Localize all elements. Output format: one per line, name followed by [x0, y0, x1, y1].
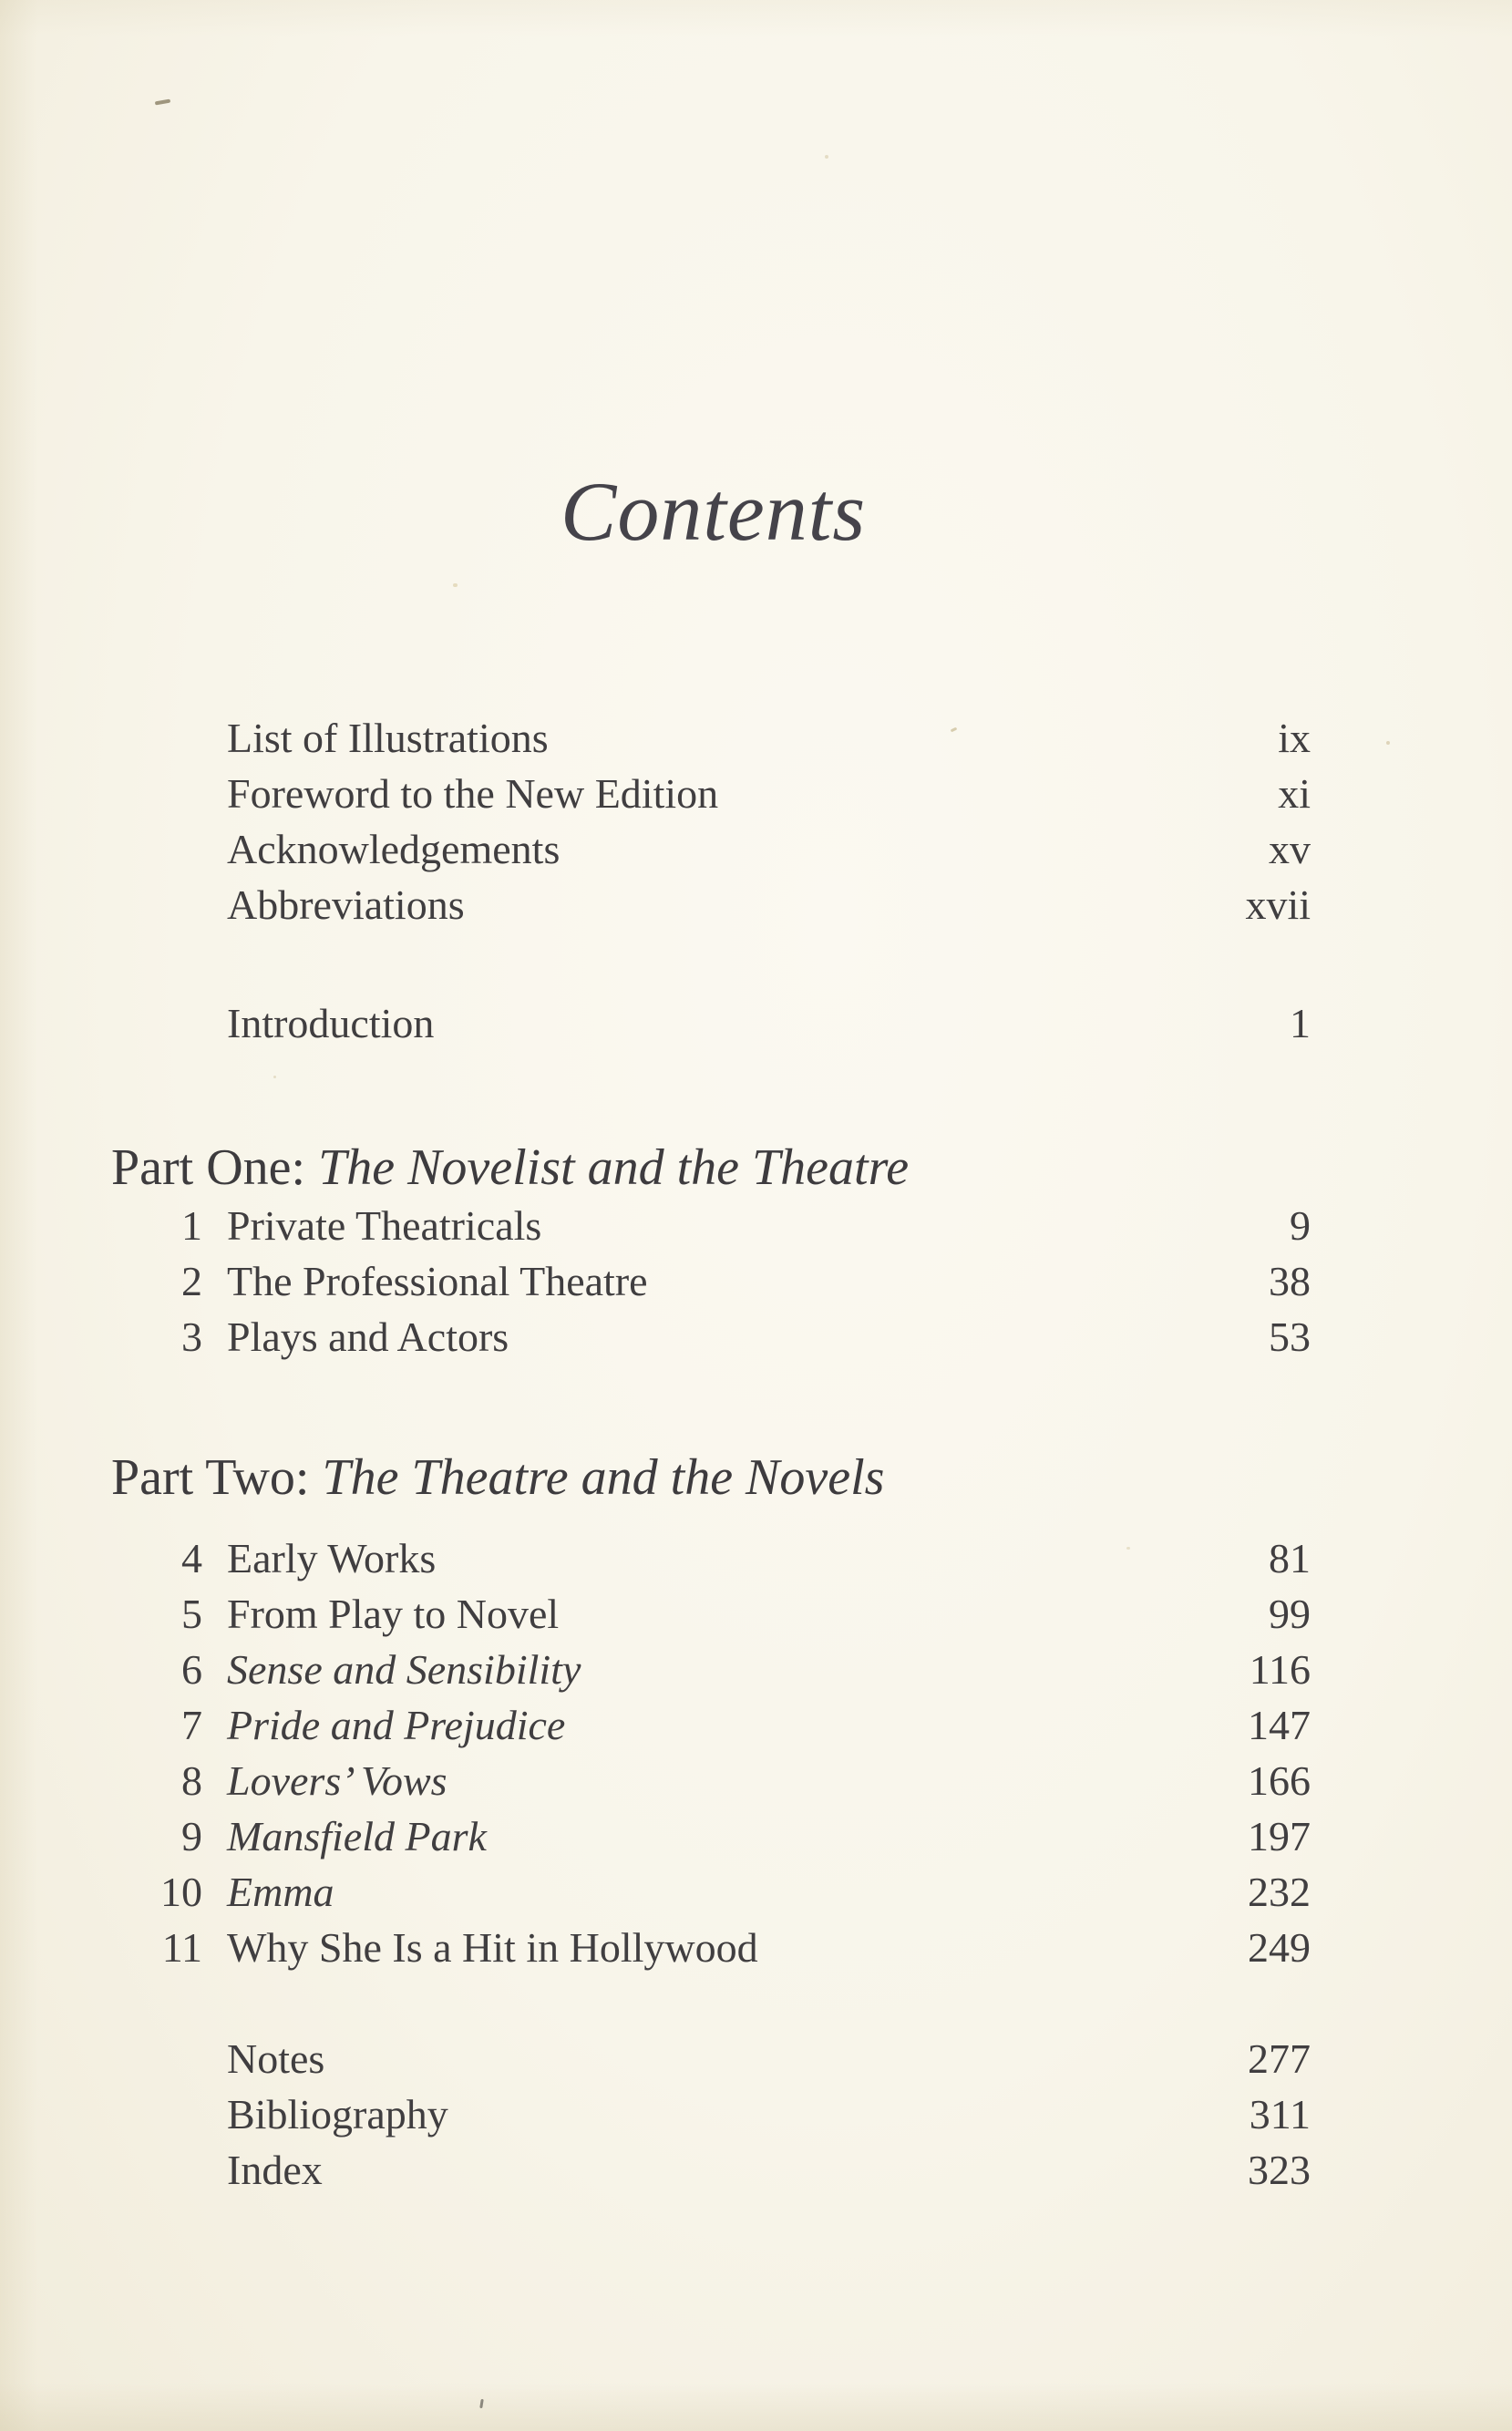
chapter-title: Pride and Prejudice	[227, 1702, 566, 1748]
pen-mark-speck	[155, 99, 170, 106]
entry-page-number: 9	[1290, 1202, 1311, 1249]
entry-page-number: 166	[1248, 1757, 1311, 1804]
entry-page-number: 323	[1248, 2147, 1311, 2193]
entry-page-number: 53	[1269, 1313, 1311, 1360]
toc-entry	[117, 710, 1311, 766]
toc-entry	[117, 1642, 1311, 1697]
toc-entry	[117, 821, 1311, 877]
chapter-number: 10	[160, 1869, 202, 1915]
entry-page-number: xv	[1269, 826, 1311, 872]
chapter-number: 9	[181, 1813, 202, 1859]
entry-label: Abbreviations	[227, 881, 465, 928]
paper-speck	[825, 155, 828, 159]
chapter-title: The Professional Theatre	[227, 1258, 648, 1304]
toc-entry	[117, 877, 1311, 932]
chapter-number: 4	[181, 1535, 202, 1581]
entry-page-number: 232	[1248, 1869, 1311, 1915]
part-heading-prefix: Part One:	[111, 1139, 319, 1196]
entry-page-number: 147	[1248, 1702, 1311, 1748]
entry-page-number: 116	[1249, 1646, 1311, 1693]
entry-page-number: 38	[1269, 1258, 1311, 1304]
introduction-entry	[117, 995, 1311, 1051]
entry-page-number: 249	[1248, 1924, 1311, 1971]
toc-entry	[117, 1864, 1311, 1920]
front-matter-list	[117, 710, 1311, 932]
toc-entry	[117, 2086, 1311, 2142]
toc-entry	[117, 2031, 1311, 2086]
toc-entry	[117, 1309, 1311, 1365]
chapter-title: Plays and Actors	[227, 1313, 509, 1360]
chapter-number: 1	[181, 1202, 202, 1249]
chapter-number: 8	[181, 1757, 202, 1804]
back-matter-list	[117, 2031, 1311, 2198]
chapter-number: 2	[181, 1258, 202, 1304]
chapter-title: Lovers’ Vows	[227, 1757, 447, 1804]
chapter-number: 11	[161, 1924, 202, 1971]
part-two-chapter-list	[117, 1530, 1311, 1975]
chapter-number: 3	[181, 1313, 202, 1360]
part-one-chapter-list	[117, 1198, 1311, 1365]
paper-speck	[273, 1076, 276, 1078]
entry-label: List of Illustrations	[227, 715, 549, 761]
chapter-title: Emma	[227, 1869, 334, 1915]
entry-label: Bibliography	[227, 2091, 448, 2137]
entry-label: Foreword to the New Edition	[227, 770, 719, 817]
paper-speck	[1386, 741, 1390, 745]
paper-speck	[453, 583, 458, 587]
toc-entry	[117, 1586, 1311, 1642]
paper-speck	[1126, 1547, 1130, 1550]
chapter-title: Early Works	[227, 1535, 437, 1581]
toc-entry	[117, 1753, 1311, 1808]
chapter-title: Private Theatricals	[227, 1202, 542, 1249]
entry-label: Acknowledgements	[227, 826, 561, 872]
entry-page-number: 1	[1290, 1000, 1311, 1046]
part-heading-title: The Theatre and the Novels	[322, 1449, 885, 1506]
paper-speck	[479, 2399, 484, 2408]
chapter-number: 6	[181, 1646, 202, 1693]
entry-page-number: xi	[1278, 770, 1311, 817]
toc-entry	[117, 1530, 1311, 1586]
chapter-title: From Play to Novel	[227, 1591, 560, 1637]
chapter-number: 5	[181, 1591, 202, 1637]
entry-page-number: xvii	[1245, 881, 1311, 928]
page-title: Contents	[561, 465, 867, 558]
chapter-number: 7	[181, 1702, 202, 1748]
entry-page-number: 277	[1248, 2035, 1311, 2082]
toc-entry	[117, 1808, 1311, 1864]
chapter-title: Mansfield Park	[227, 1813, 487, 1859]
toc-entry	[117, 766, 1311, 821]
part-two-heading	[111, 1446, 884, 1509]
toc-entry	[117, 1253, 1311, 1309]
toc-entry	[117, 2142, 1311, 2198]
toc-entry	[117, 1920, 1311, 1975]
entry-page-number: 197	[1248, 1813, 1311, 1859]
entry-page-number: 81	[1269, 1535, 1311, 1581]
entry-label: Index	[227, 2147, 323, 2193]
entry-label: Notes	[227, 2035, 325, 2082]
chapter-title: Sense and Sensibility	[227, 1646, 581, 1693]
entry-page-number: 311	[1249, 2091, 1311, 2137]
entry-page-number: 99	[1269, 1591, 1311, 1637]
part-heading-title: The Novelist and the Theatre	[318, 1139, 910, 1196]
part-one-heading	[111, 1136, 909, 1200]
toc-entry	[117, 1697, 1311, 1753]
entry-label: Introduction	[227, 1000, 435, 1046]
entry-page-number: ix	[1278, 715, 1311, 761]
chapter-title: Why She Is a Hit in Hollywood	[227, 1924, 758, 1971]
toc-entry	[117, 995, 1311, 1051]
toc-entry	[117, 1198, 1311, 1253]
part-heading-prefix: Part Two:	[111, 1449, 323, 1506]
